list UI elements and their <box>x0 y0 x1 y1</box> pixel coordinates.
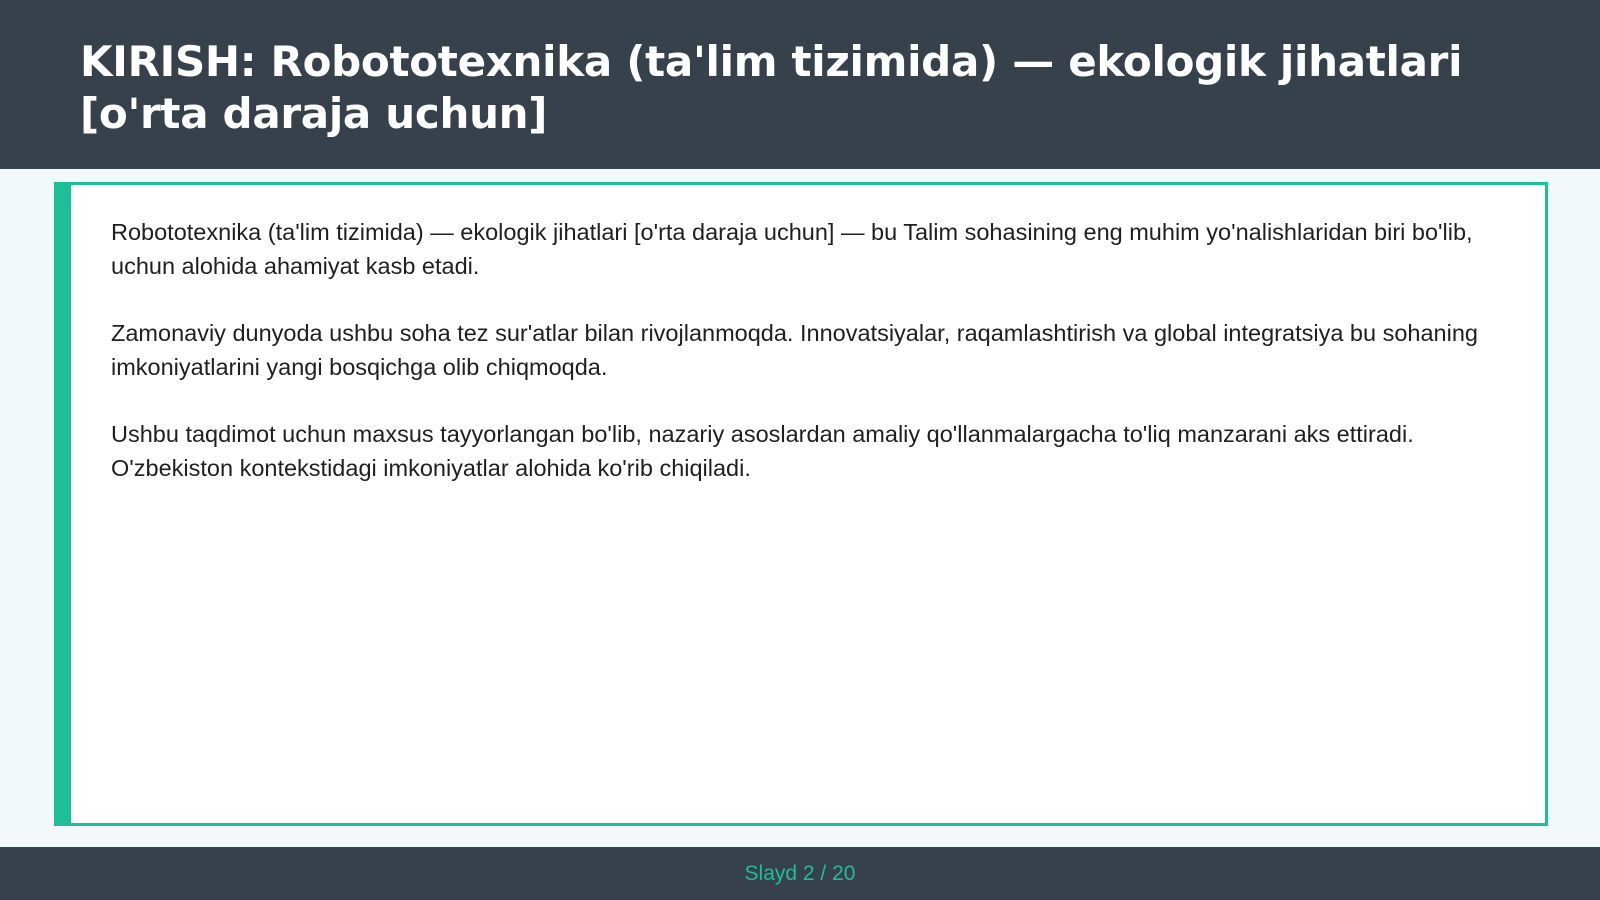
content-panel <box>54 182 1548 826</box>
presentation-paragraph: Ushbu taqdimot uchun maxsus tayyorlangan bo'lib, nazariy asoslardan amaliy qo'llanmalargacha to'liq manzarani aks ettiradi. O'zbekiston kontekstidagi imkoniyatlar alohida ko'rib chiqiladi. <box>111 421 1414 481</box>
development-paragraph: Zamonaviy dunyoda ushbu soha tez sur'atlar bilan rivojlanmoqda. Innovatsiyalar, raqamlashtirish va global integratsiya bu sohaning imkoniyatlarini yangi bosqichga olib chiqmoqda. <box>111 320 1478 380</box>
intro-paragraph: Robototexnika (ta'lim tizimida) — ekologik jihatlari [o'rta daraja uchun] — bu Talim sohasining eng muhim yo'nalishlaridan biri bo'lib, uchun alohida ahamiyat kasb etadi. <box>111 219 1473 279</box>
slide-title: KIRISH: Robototexnika (ta'lim tizimida) — ekologik jihatlari [o'rta daraja uchun] <box>80 37 1463 138</box>
slide-header <box>0 0 1600 169</box>
slide-number: Slayd 2 / 20 <box>744 861 856 885</box>
slide-footer <box>0 847 1600 900</box>
